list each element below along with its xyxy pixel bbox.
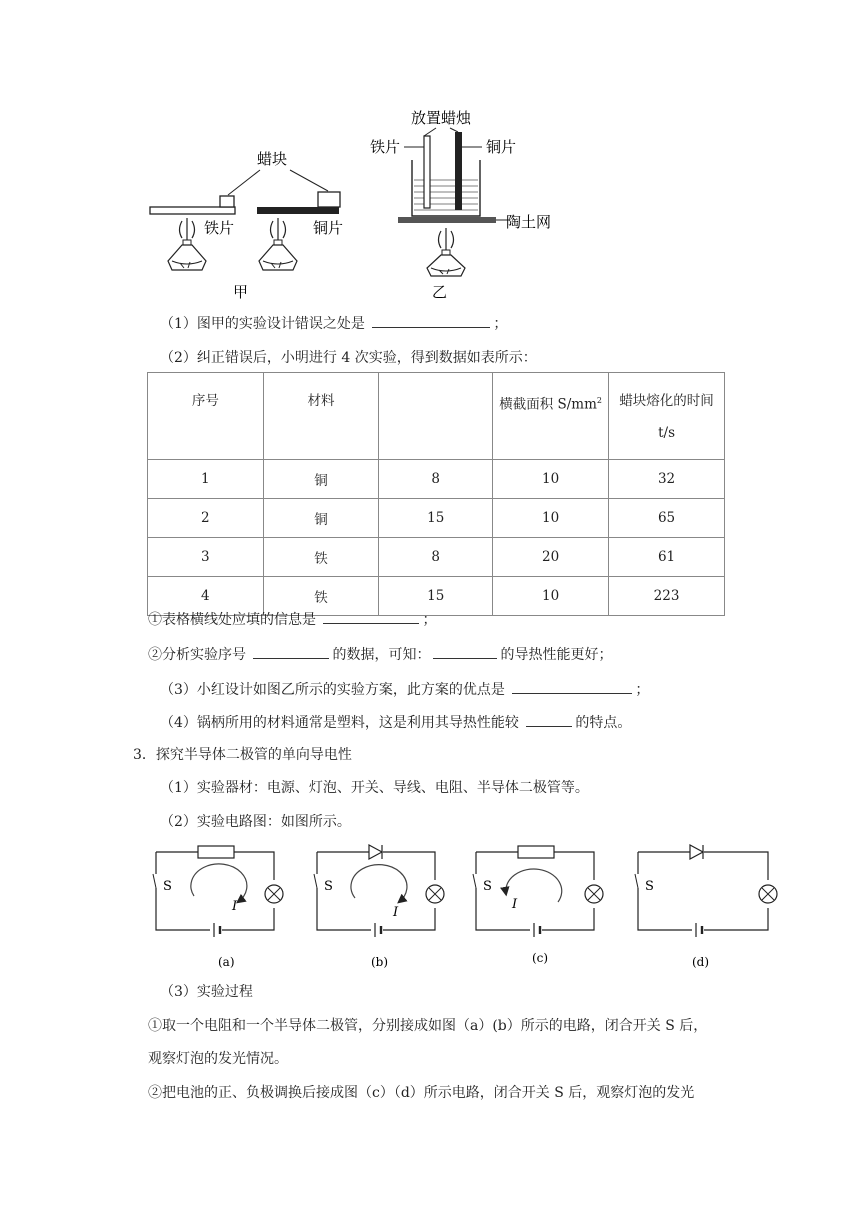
figure-heat-conduction [140,100,600,305]
table-row: 1 铜 8 10 32 [148,460,725,499]
diode-icon [369,845,382,859]
section-3-step1a: ①取一个电阻和一个半导体二极管，分别接成如图（a）(b）所示的电路，闭合开关 S 后， [148,1018,708,1034]
answer-blank-4[interactable] [433,644,497,659]
label-iron-b: 铁片 [370,138,401,156]
sub-question-1: ①表格横线处应填的信息是 ； [148,609,436,630]
iron-strip [150,207,235,214]
header-time: 蜡块熔化的时间 t/s [609,373,725,460]
caption-d: (d) [692,955,710,969]
label-gauze: 陶土网 [506,213,552,231]
caption-b: (b) [371,955,389,969]
label-copper-a: 铜片 [313,219,344,237]
wax-block-left [220,196,234,207]
wax-block-right [318,192,340,207]
caption-jia: 甲 [233,283,249,301]
section-3-step2: ②把电池的正、负极调换后接成图（c）（d）所示电路，闭合开关 S 后，观察灯泡的发光 [148,1085,695,1101]
answer-blank-5[interactable] [512,679,632,694]
answer-blank-6[interactable] [526,712,572,727]
circuit-c [473,846,603,965]
switch-icon [153,874,156,888]
section-3-p1: （1）实验器材：电源、灯泡、开关、导线、电阻、半导体二极管等。 [160,780,589,796]
section-3-p2: （2）实验电路图：如图所示。 [160,814,351,830]
caption-c: (c) [532,951,549,965]
switch-icon [635,874,638,888]
header-index: 序号 [148,373,264,460]
alcohol-lamp-right-icon [259,218,297,270]
beaker [412,160,480,216]
header-blank [379,373,493,460]
svg-text:I: I [393,905,399,920]
sub-question-2: ②分析实验序号 的数据，可知： 的导热性能更好； [148,644,612,665]
question-1 [160,313,507,334]
label-copper-b: 铜片 [486,138,517,156]
table-row: 2 铜 15 10 65 [148,499,725,538]
switch-icon [473,874,476,888]
circuit-b [314,845,444,969]
answer-blank-2[interactable] [323,609,419,624]
table-row: 3 铁 8 20 61 [148,538,725,577]
question-2: （2）纠正错误后，小明进行 4 次实验，得到数据如表所示： [160,350,537,366]
header-area: 横截面积 $S/mm^2$ [493,373,609,460]
alcohol-lamp-yi-icon [427,228,465,276]
question-1-end: ； [493,316,508,332]
clay-gauze [398,217,496,223]
caption-yi: 乙 [432,283,448,301]
label-wax-block: 蜡块 [257,150,288,168]
svg-text:S: S [483,879,492,894]
svg-text:S: S [645,879,654,894]
label-place-candle: 放置蜡烛 [411,109,472,127]
caption-a: (a) [218,955,235,969]
diode-icon [690,845,703,859]
resistor [518,846,554,858]
table-header-row [148,373,725,460]
data-table [147,372,725,616]
svg-text:I: I [232,899,238,914]
table-row: 4 铁 15 10 223 [148,577,725,616]
answer-blank-1[interactable] [372,313,490,328]
section-3-p3: （3）实验过程 [160,984,253,1000]
svg-text:S: S [163,879,172,894]
question-4: （4）锅柄所用的材料通常是塑料，这是利用其导热性能较 的特点。 [160,712,631,733]
circuit-diagrams [150,838,780,973]
circuit-d [635,845,777,969]
svg-text:I: I [512,897,518,912]
copper-piece [455,132,462,210]
svg-text:S: S [324,879,333,894]
question-1-text: （1）图甲的实验设计错误之处是 [160,316,365,332]
answer-blank-3[interactable] [253,644,329,659]
switch-icon [314,874,317,888]
section-3-title: 3．探究半导体二极管的单向导电性 [133,747,352,763]
circuit-a [153,846,283,969]
header-material: 材料 [263,373,379,460]
alcohol-lamp-left-icon [168,218,206,270]
section-3-step1b: 观察灯泡的发光情况。 [148,1051,288,1067]
question-3: （3）小红设计如图乙所示的实验方案，此方案的优点是 ； [160,679,649,700]
copper-strip [257,207,339,214]
iron-piece [424,136,430,208]
label-iron-a: 铁片 [204,219,235,237]
resistor [198,846,234,858]
